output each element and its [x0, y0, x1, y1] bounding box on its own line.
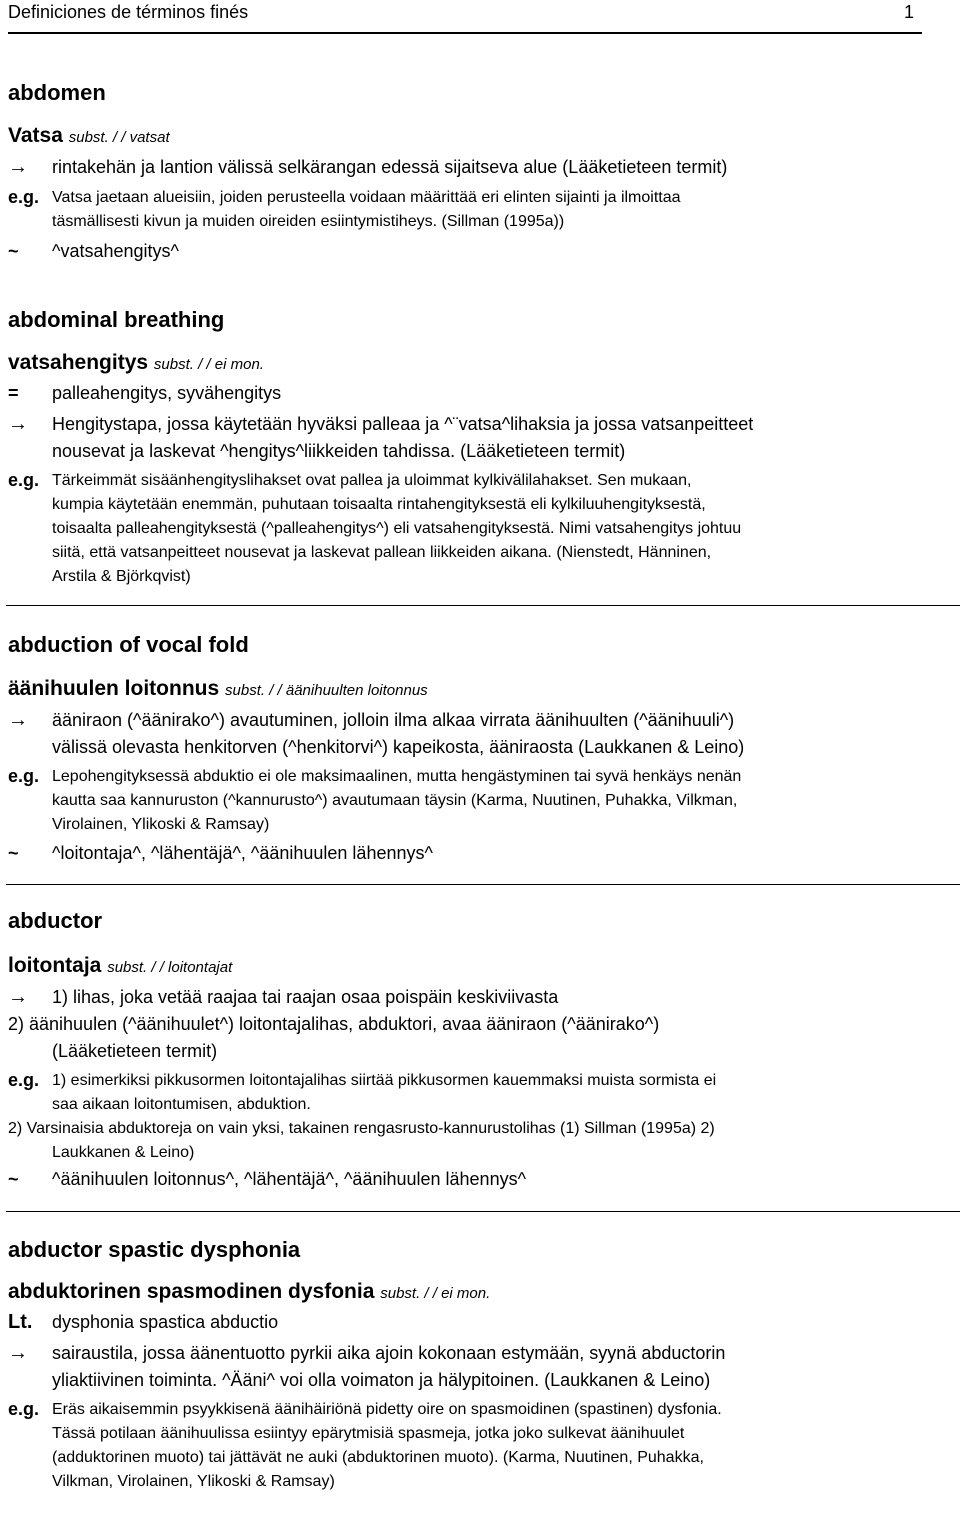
example-line: Eräs aikaisemmin psyykkisenä äänihäiriönä pidetty oire on spasmoidinen (spastinen) dysfonia.: [52, 1401, 722, 1418]
header-rule: [8, 32, 922, 34]
finnish-term: [8, 677, 428, 701]
entry-divider: [6, 884, 960, 885]
latin-label: Lt.: [8, 1311, 33, 1333]
definition-line: yliaktiivinen toiminta. ^Ääni^ voi olla voimaton ja hälypitoinen. (Laukkanen & Leino): [52, 1370, 711, 1390]
example-label: e.g.: [8, 1399, 40, 1419]
definition-line: 1) lihas, joka vetää raajaa tai raajan osaa poispäin keskiviivasta: [52, 987, 559, 1007]
example-line: Tärkeimmät sisäänhengityslihakset ovat pallea ja uloimmat kylkivälilahakset. Sen mukaan,: [52, 472, 692, 489]
example-line: saa aikaan loitontumisen, abduktion.: [52, 1096, 311, 1113]
synonym-equals-icon: =: [8, 383, 19, 403]
finnish-term: [8, 351, 264, 375]
page-number: 1: [903, 2, 914, 22]
example-line: Vilkman, Virolainen, Ylikoski & Ramsay): [52, 1473, 335, 1490]
example-line: Arstila & Björkqvist): [52, 568, 191, 585]
example-line: Lepohengityksessä abduktio ei ole maksimaalinen, mutta hengästyminen tai syvä henkäys nenän: [52, 768, 742, 785]
finnish-term: [8, 124, 170, 148]
definition-arrow-icon: →: [8, 986, 28, 1008]
definition-line: Hengitystapa, jossa käytetään hyväksi palleaa ja ^¨vatsa^lihaksia ja jossa vatsanpeitteet: [52, 414, 754, 434]
finnish-word: vatsahengitys: [8, 351, 149, 374]
entry-term: abduction of vocal fold: [8, 632, 249, 657]
example-line: Vatsa jaetaan alueisiin, joiden perusteella voidaan määrittää eri elinten sijainti ja ilmoittaa: [52, 189, 681, 206]
entry-term: abdominal breathing: [8, 307, 225, 332]
definition-line: ääniraon (^äänirako^) avautuminen, jolloin ilma alkaa virrata äänihuulten (^äänihuuli^): [52, 710, 735, 730]
related-tilde-icon: ~: [8, 1169, 19, 1189]
finnish-word: Vatsa: [8, 124, 63, 147]
example-line: täsmällisesti kivun ja muiden oireiden esiintymistiheys. (Sillman (1995a)): [52, 213, 565, 230]
related-tilde-icon: ~: [8, 241, 19, 261]
example-line: (adduktorinen muoto) tai jättävät ne auki (abduktorinen muoto). (Karma, Nuutinen, Puhakka,: [52, 1449, 704, 1466]
entry-term: abdomen: [8, 80, 106, 105]
example-line: Laukkanen & Leino): [52, 1144, 195, 1161]
synonyms: palleahengitys, syvähengitys: [52, 383, 282, 403]
finnish-word: äänihuulen loitonnus: [8, 677, 220, 700]
definition-arrow-icon: →: [8, 156, 28, 178]
entry-term: abductor: [8, 908, 103, 933]
finnish-word: abduktorinen spasmodinen dysfonia: [8, 1280, 375, 1303]
example-line: siitä, että vatsanpeitteet nousevat ja laskevat pallean liikkeiden aikana. (Nienstedt, Hänninen,: [52, 544, 712, 561]
definition-arrow-icon: →: [8, 709, 28, 731]
example-label: e.g.: [8, 1070, 40, 1090]
page-header: [8, 0, 922, 34]
entry-divider: [6, 605, 960, 606]
entry-term: abductor spastic dysphonia: [8, 1237, 301, 1262]
finnish-term: [8, 954, 232, 978]
grammar-info: subst. / / ei mon.: [380, 1285, 491, 1302]
grammar-info: subst. / / vatsat: [68, 129, 170, 146]
example-line: 2) Varsinaisia abduktoreja on vain yksi, takainen rengasrusto-kannurustolihas (1) Sillman (1995a) 2): [8, 1120, 715, 1137]
header-title: Definiciones de términos finés: [8, 2, 249, 22]
definition-line: 2) äänihuulen (^äänihuulet^) loitontajalihas, abduktori, avaa ääniraon (^äänirako^): [8, 1014, 660, 1034]
finnish-term: [8, 1280, 490, 1304]
definition-line: nousevat ja laskevat ^hengitys^liikkeiden tahdissa. (Lääketieteen termit): [52, 441, 626, 461]
definition-line: (Lääketieteen termit): [52, 1041, 218, 1061]
latin-term: dysphonia spastica abductio: [52, 1312, 279, 1332]
related-tilde-icon: ~: [8, 843, 19, 863]
definition-arrow-icon: →: [8, 413, 28, 435]
definition-line: välissä olevasta henkitorven (^henkitorvi^) kapeikosta, ääniraosta (Laukkanen & Leino): [52, 737, 745, 757]
finnish-word: loitontaja: [8, 954, 102, 977]
related-terms: ^äänihuulen loitonnus^, ^lähentäjä^, ^äänihuulen lähennys^: [52, 1169, 527, 1189]
example-line: kautta saa kannuruston (^kannurusto^) avautumaan täysin (Karma, Nuutinen, Puhakka, Vilkman,: [52, 792, 738, 809]
grammar-info: subst. / / äänihuulten loitonnus: [225, 682, 428, 699]
example-line: kumpia käytetään enemmän, puhutaan toisaalta rintahengityksestä eli kylkiluuhengityksestä,: [52, 496, 706, 513]
example-label: e.g.: [8, 766, 40, 786]
entry-divider: [6, 1211, 960, 1212]
example-line: Tässä potilaan äänihuulissa esiintyy epärytmisiä spasmeja, jotka joko sulkevat äänihuulet: [52, 1425, 685, 1442]
definition-line: rintakehän ja lantion välissä selkärangan edessä sijaitseva alue (Lääketieteen termit): [52, 157, 728, 177]
grammar-info: subst. / / ei mon.: [153, 356, 264, 373]
grammar-info: subst. / / loitontajat: [107, 959, 233, 976]
example-label: e.g.: [8, 187, 40, 207]
example-line: 1) esimerkiksi pikkusormen loitontajalihas siirtää pikkusormen kauemmaksi muista sormista ei: [52, 1072, 717, 1089]
example-label: e.g.: [8, 470, 40, 490]
related-terms: ^vatsahengitys^: [52, 241, 179, 261]
example-line: Virolainen, Ylikoski & Ramsay): [52, 816, 270, 833]
definition-arrow-icon: →: [8, 1342, 28, 1364]
example-line: toisaalta palleahengityksestä (^palleahengitys^) eli vatsahengityksestä. Nimi vatsahengitys johtuu: [52, 520, 742, 537]
related-terms: ^loitontaja^, ^lähentäjä^, ^äänihuulen lähennys^: [52, 843, 433, 863]
definition-line: sairaustila, jossa äänentuotto pyrkii aika ajoin kokonaan estymään, syynä abductorin: [52, 1343, 726, 1363]
